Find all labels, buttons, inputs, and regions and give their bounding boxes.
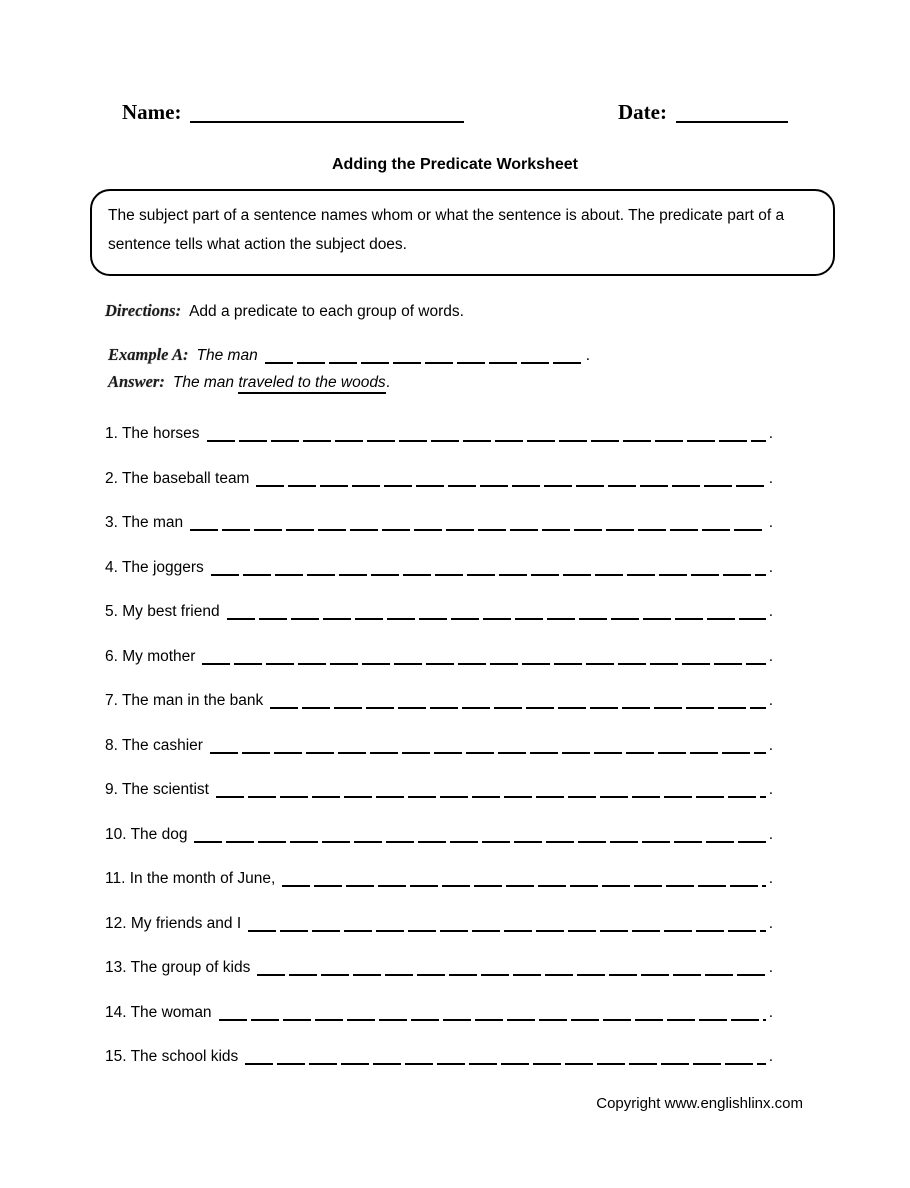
item-text: 6. My mother	[105, 647, 196, 665]
period: .	[768, 959, 773, 977]
item-row	[105, 425, 773, 443]
answer-row	[108, 372, 910, 394]
item-row	[105, 781, 773, 799]
blank-line	[282, 881, 765, 887]
period: .	[768, 1048, 773, 1066]
item-row	[105, 870, 773, 888]
item-row	[105, 1048, 773, 1066]
directions-text: Add a predicate to each group of words.	[189, 303, 464, 321]
blank-line	[210, 748, 766, 754]
item-text: 8. The cashier	[105, 736, 203, 754]
period: .	[768, 469, 773, 487]
example-label: Example A:	[108, 345, 189, 365]
period: .	[768, 736, 773, 754]
blank-line	[245, 1059, 765, 1065]
period: .	[768, 647, 773, 665]
answer-underlined-text: traveled to the woods	[238, 374, 385, 394]
period: .	[768, 603, 773, 621]
blank-line	[190, 525, 766, 531]
answer-text: The man	[172, 374, 235, 392]
item-text: 10. The dog	[105, 825, 188, 843]
name-blank-line	[190, 113, 464, 123]
blank-line	[257, 970, 765, 976]
blank-line	[248, 926, 766, 932]
name-label: Name:	[122, 100, 182, 124]
item-row	[105, 559, 773, 577]
item-text: 4. The joggers	[105, 558, 204, 576]
period: .	[585, 347, 590, 365]
item-row	[105, 603, 773, 621]
date-blank-line	[676, 113, 788, 123]
directions-label: Directions:	[105, 301, 182, 321]
item-text: 9. The scientist	[105, 781, 209, 799]
page-title: Adding the Predicate Worksheet	[332, 156, 578, 173]
answer-label: Answer:	[108, 372, 165, 392]
item-text: 15. The school kids	[105, 1048, 239, 1066]
period: .	[768, 825, 773, 843]
item-row	[105, 1004, 773, 1022]
blank-line	[211, 570, 766, 576]
period: .	[768, 914, 773, 932]
period: .	[768, 425, 773, 443]
item-text: 5. My best friend	[105, 603, 220, 621]
period: .	[768, 514, 773, 532]
period: .	[768, 692, 773, 710]
item-row	[105, 470, 773, 488]
item-list	[105, 425, 773, 1066]
item-text: 7. The man in the bank	[105, 692, 264, 710]
period: .	[768, 558, 773, 576]
blank-line	[256, 481, 765, 487]
item-text: 14. The woman	[105, 1003, 212, 1021]
copyright-text: Copyright www.englishlinx.com	[596, 1095, 803, 1112]
period: .	[385, 374, 390, 392]
item-text: 3. The man	[105, 514, 184, 532]
item-text: 11. In the month of June,	[105, 870, 276, 888]
blank-line	[194, 837, 765, 843]
example-text: The man	[196, 347, 258, 365]
directions-row	[105, 301, 910, 321]
item-row	[105, 915, 773, 933]
example-row	[108, 345, 910, 365]
item-text: 13. The group of kids	[105, 959, 251, 977]
blank-line	[219, 1015, 766, 1021]
item-row	[105, 826, 773, 844]
item-text: 1. The horses	[105, 425, 200, 443]
item-text: 12. My friends and I	[105, 914, 242, 932]
blank-line	[216, 792, 766, 798]
header	[0, 0, 910, 125]
period: .	[768, 870, 773, 888]
blank-line	[227, 614, 766, 620]
item-row	[105, 514, 773, 532]
period: .	[768, 781, 773, 799]
item-row	[105, 737, 773, 755]
blank-line	[270, 703, 765, 709]
item-row	[105, 648, 773, 666]
period: .	[768, 1003, 773, 1021]
item-row	[105, 692, 773, 710]
item-row	[105, 959, 773, 977]
item-text: 2. The baseball team	[105, 469, 250, 487]
blank-line	[202, 659, 765, 665]
definition-box: The subject part of a sentence names whom or what the sentence is about. The predicate part of a sentence tells what action the subject does.	[90, 189, 835, 276]
example-blank-line	[265, 358, 583, 364]
date-label: Date:	[618, 100, 667, 124]
blank-line	[207, 436, 766, 442]
